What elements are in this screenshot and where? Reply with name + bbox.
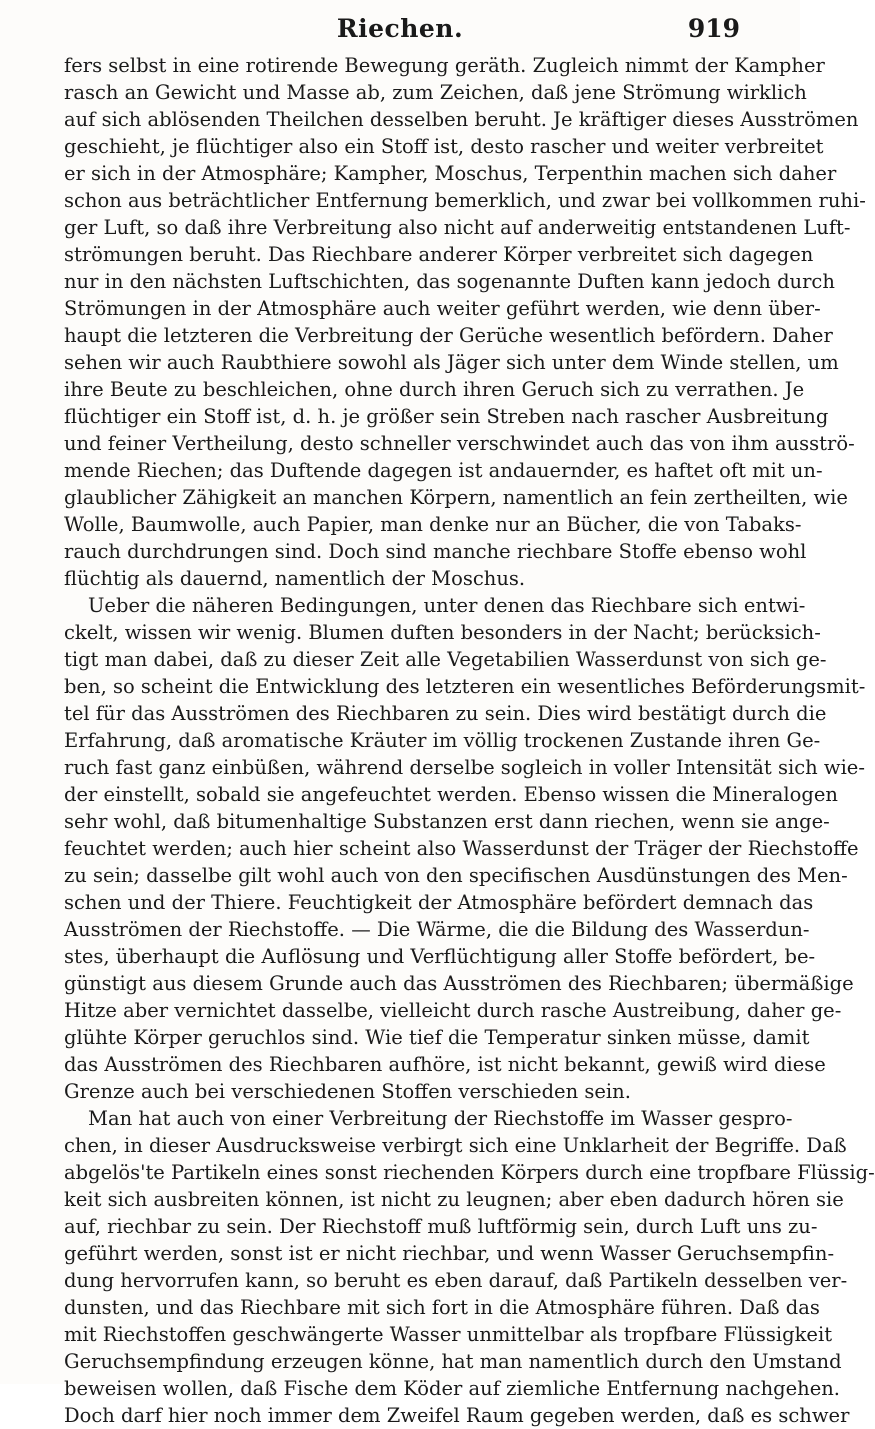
text-line: zu sein; dasselbe gilt wohl auch von den specifischen Ausdünstungen des Men- — [64, 864, 848, 887]
text-line: glaublicher Zähigkeit an manchen Körpern, namentlich an fein zertheilten, wie — [64, 486, 848, 509]
text-line: strömungen beruht. Das Riechbare anderer Körper verbreitet sich dagegen — [64, 243, 814, 266]
text-line: das Ausströmen des Riechbaren aufhöre, ist nicht bekannt, gewiß wird diese — [64, 1053, 826, 1076]
text-line: flüchtiger ein Stoff ist, d. h. je größer sein Streben nach rascher Ausbreitung — [64, 405, 829, 428]
text-line: dung hervorrufen kann, so beruht es eben darauf, daß Partikeln desselben ver- — [64, 1269, 848, 1292]
text-line: er sich in der Atmosphäre; Kampher, Moschus, Terpenthin machen sich daher — [64, 162, 837, 185]
text-line: abgelös'te Partikeln eines sonst riechenden Körpers durch eine tropfbare Flüssig- — [64, 1161, 875, 1184]
text-line: tigt man dabei, daß zu dieser Zeit alle Vegetabilien Wasserdunst von sich ge- — [64, 648, 827, 671]
text-line: feuchtet werden; auch hier scheint also Wasserdunst der Träger der Riechstoffe — [64, 837, 859, 860]
text-line: Wolle, Baumwolle, auch Papier, man denke nur an Bücher, die von Tabaks- — [64, 513, 802, 536]
text-line: Man hat auch von einer Verbreitung der Riechstoffe im Wasser gespro- — [88, 1107, 793, 1130]
text-line: schon aus beträchtlicher Entfernung bemerklich, und zwar bei vollkommen ruhi- — [64, 189, 866, 212]
body-text — [64, 52, 875, 1429]
text-line: fers selbst in eine rotirende Bewegung geräth. Zugleich nimmt der Kampher — [64, 54, 825, 77]
text-line: schen und der Thiere. Feuchtigkeit der Atmosphäre befördert demnach das — [64, 891, 814, 914]
text-line: ben, so scheint die Entwicklung des letzteren ein wesentliches Beförderungsmit- — [64, 675, 866, 698]
text-line: nur in den nächsten Luftschichten, das sogenannte Duften kann jedoch durch — [64, 270, 835, 293]
text-line: tel für das Ausströmen des Riechbaren zu sein. Dies wird bestätigt durch die — [64, 702, 827, 725]
text-line: Geruchsempfindung erzeugen könne, hat man namentlich durch den Umstand — [64, 1350, 842, 1373]
text-line: Ueber die näheren Bedingungen, unter denen das Riechbare sich entwi- — [88, 594, 806, 617]
text-line: glühte Körper geruchlos sind. Wie tief die Temperatur sinken müsse, damit — [64, 1026, 810, 1049]
text-line: flüchtig als dauernd, namentlich der Moschus. — [64, 567, 526, 590]
text-line: Hitze aber vernichtet dasselbe, vielleicht durch rasche Austreibung, daher ge- — [64, 999, 842, 1022]
text-line: mende Riechen; das Duftende dagegen ist andauernder, es haftet oft mit un- — [64, 459, 823, 482]
text-line: günstigt aus diesem Grunde auch das Ausströmen des Riechbaren; übermäßige — [64, 972, 854, 995]
text-line: ger Luft, so daß ihre Verbreitung also nicht auf anderweitig entstandenen Luft- — [64, 216, 851, 239]
text-line: ruch fast ganz einbüßen, während derselbe sogleich in voller Intensität sich wie- — [64, 756, 865, 779]
text-line: auf sich ablösenden Theilchen desselben beruht. Je kräftiger dieses Ausströmen — [64, 108, 859, 131]
text-line: sehen wir auch Raubthiere sowohl als Jäger sich unter dem Winde stellen, um — [64, 351, 839, 374]
text-line: auf, riechbar zu sein. Der Riechstoff muß luftförmig sein, durch Luft uns zu- — [64, 1215, 818, 1238]
text-line: Strömungen in der Atmosphäre auch weiter geführt werden, wie denn über- — [64, 297, 821, 320]
text-line: Erfahrung, daß aromatische Kräuter im völlig trockenen Zustande ihren Ge- — [64, 729, 821, 752]
text-line: beweisen wollen, daß Fische dem Köder auf ziemliche Entfernung nachgehen. — [64, 1377, 841, 1400]
text-line: stes, überhaupt die Auflösung und Verflüchtigung aller Stoffe befördert, be- — [64, 945, 816, 968]
text-line: mit Riechstoffen geschwängerte Wasser unmittelbar als tropfbare Flüssigkeit — [64, 1323, 833, 1346]
text-line: der einstellt, sobald sie angefeuchtet werden. Ebenso wissen die Mineralogen — [64, 783, 838, 806]
text-line: Doch darf hier noch immer dem Zweifel Raum gegeben werden, daß es schwer — [64, 1404, 850, 1427]
text-line: dunsten, und das Riechbare mit sich fort in die Atmosphäre führen. Daß das — [64, 1296, 820, 1319]
text-line: und feiner Vertheilung, desto schneller verschwindet auch das von ihm ausströ- — [64, 432, 855, 455]
text-line: chen, in dieser Ausdrucksweise verbirgt sich eine Unklarheit der Begriffe. Daß — [64, 1134, 847, 1157]
text-line: geführt werden, sonst ist er nicht riechbar, und wenn Wasser Geruchsempfin- — [64, 1242, 835, 1265]
text-line: Ausströmen der Riechstoffe. — Die Wärme, die die Bildung des Wasserdun- — [64, 918, 810, 941]
text-line: rasch an Gewicht und Masse ab, zum Zeichen, daß jene Strömung wirklich — [64, 81, 807, 104]
page-header — [60, 14, 740, 54]
text-line: sehr wohl, daß bitumenhaltige Substanzen erst dann riechen, wenn sie ange- — [64, 810, 830, 833]
running-title: Riechen. — [336, 14, 464, 43]
text-line: ckelt, wissen wir wenig. Blumen duften besonders in der Nacht; berücksich- — [64, 621, 821, 644]
text-line: Grenze auch bei verschiedenen Stoffen verschieden sein. — [64, 1080, 631, 1103]
text-line: geschieht, je flüchtiger also ein Stoff ist, desto rascher und weiter verbreitet — [64, 135, 824, 158]
page-number: 919 — [687, 14, 740, 43]
text-line: keit sich ausbreiten können, ist nicht zu leugnen; aber eben dadurch hören sie — [64, 1188, 844, 1211]
text-line: haupt die letzteren die Verbreitung der Gerüche wesentlich befördern. Daher — [64, 324, 833, 347]
text-line: ihre Beute zu beschleichen, ohne durch ihren Geruch sich zu verrathen. Je — [64, 378, 805, 401]
text-line: rauch durchdrungen sind. Doch sind manche riechbare Stoffe ebenso wohl — [64, 540, 807, 563]
